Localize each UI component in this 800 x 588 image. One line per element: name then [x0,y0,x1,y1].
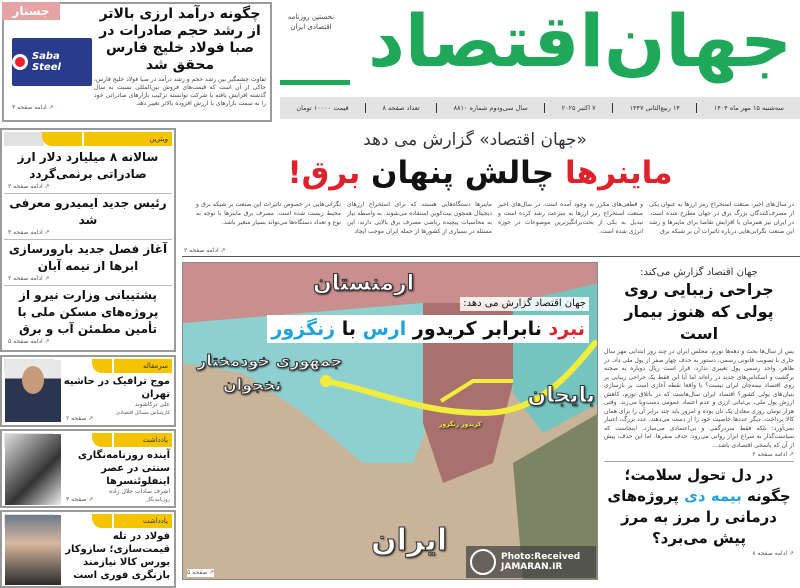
issue-number: سال سی‌ودوم شماره ۸۸۱۰ [453,104,528,112]
watermark [466,546,596,578]
author-name: اشرف سادات جلال زاده [109,488,170,495]
vitrin-list [4,148,172,348]
tagline-line: نخستین روزنامه [287,13,335,21]
author-photo [5,434,61,505]
map-headline[interactable] [267,315,589,343]
author-role: کارشناس مسائل اقتصادی [116,410,170,416]
opinion-text [60,530,170,582]
label-nakhchivan: جمهوری خودمختار [197,351,343,370]
continued-link[interactable]: ↗ ادامه صفحه ۳ [4,229,172,237]
main-kicker: «جهان اقتصاد» گزارش می دهد [363,130,587,150]
header-bar [92,514,112,528]
headline-part: ارس [362,318,407,340]
opinion-label: یادداشت [114,514,172,528]
logo-text: Saba Steel [31,51,61,73]
author-role: روزنامه‌نگار [146,497,170,503]
headline-part: بیمه دی [684,487,742,505]
price: قیمت ۱۰۰۰۰ تومان [296,104,349,112]
date-hijri: ۱۴ ربیع‌الثانی ۱۴۴۷ [629,104,680,112]
header-bar [42,132,82,146]
opinion-text [60,375,170,417]
vitrin-item[interactable]: پشتیبانی وزارت نیرو از پروژه‌های مسکن ملی با تأمین مطمئن آب و برق [17,288,159,336]
divider [612,103,613,113]
continued-link[interactable]: ↗ ادامه صفحه ۵ [4,338,172,346]
logo-mark-icon [12,54,28,70]
main-column: نگرانی‌هایی در خصوص تاثیرات این صنعت بر شبکه برق و محیط زیست شده است. مصرف برق ماینرها با توجه به نوع و تعداد دستگاه‌ها می‌تواند بسیار متغیر باشد. [196,201,341,226]
main-column: ماینرها دستگاه‌هایی هستند که برای استخراج ارزهای دیجیتال همچون بیت‌کوین استفاده می‌شوند. به واسطه نیاز به محاسبات پیچیده ریاضی مصرف برق بالایی دارند. این مسئله در بسیاری از کشورها از جمله ایران موجب ایجاد [347,201,492,235]
divider [604,461,794,462]
vitrin-item[interactable]: آغاز فصل جدید بارورسازی ابرها از نیمه آبان [8,242,168,273]
route-endpoint [320,375,332,387]
watermark-line: JAMARAN.IR [501,562,563,572]
opinion-title: فولاد در تله قیمت‌سازی؛ سازوکار بورس کالا نیازمند بازنگری فوری است [65,531,170,581]
health-continued[interactable]: ↗ ادامه صفحه ۸ [604,550,794,558]
continued-link[interactable]: ↗ ادامه صفحه ۲ [4,275,172,283]
page-count: تعداد صفحه ۸ [382,104,420,112]
continued-link[interactable]: ↗ صفحه ۳ [66,496,93,504]
vitrin-box [0,128,176,352]
main-headline[interactable] [250,152,710,194]
map-kicker: جهان اقتصاد گزارش می دهد: [460,297,589,311]
label-corridor: کریدور زنگزور [439,421,482,428]
vitrin-entry [4,240,172,286]
section-tag: جستار [2,2,60,20]
right-column [604,266,794,558]
vitrin-entry [4,148,172,194]
header-bar [92,433,112,447]
teaser-continued[interactable]: ↗ ادامه صفحه ۳ [12,104,54,112]
date-persian: سه‌شنبه ۱۵ مهر ماه ۱۴۰۴ [713,104,784,112]
opinion-box[interactable] [0,429,176,508]
divider [365,103,366,113]
vitrin-item[interactable]: سالانه ۸ میلیارد دلار ارز صادراتی برنمی‌گردد [17,150,159,181]
opinion-title: آینده روزنامه‌نگاری سنتی در عصر اینفلوئنسرها [77,450,170,487]
health-headline[interactable] [604,465,794,549]
headline-part: زنگزور [271,318,336,340]
right-continued[interactable]: ↗ ادامه صفحه ۲ [604,451,794,459]
map-image[interactable] [182,262,598,580]
right-body: پس از سال‌ها بحث و دهه‌ها تورم، مجلس ایران در چند روز ابتدایی مهر سال جاری با تصویب قانونی رسمی، دستور به حذف چهار صفر از پول ملی داد. در ظاهر، واحد رسمی پول تغییری ندارد، قرار است ریال دوباره به صحنه برگشت و اسکناس‌های جدید در راه‌اند اما آیا این فقط یک جراحی زیبایی بر روی اقتصاد نیمه‌جان ایران نیست؟ یا واقعا نقطه آغازی است بر بازسازی بنیان‌های پولی کشور؟ اقتصاد ایران سال‌هاست که در باتلاق تورم، کاهش ارزش پول ملی، بی‌ثباتی ارزی و عدم اعتماد عمومی دست‌وپا می‌زند. وقتی هزار تومان روزی معادل یک نان بوده و امروز باید چند برابر آن را برای همان کالا پرداخت، دیگر عددها خاصیت خود را از دست می‌دهند. عدد بزرگ، اعتبار نمی‌آورد؛ بلکه فقط سردرگمی و بی‌اعتمادی می‌سازد. اینجاست که سیاست‌گذار به سراغ ابزار روانی می‌رود: حذف صفرها. اما این حذف، پیش از آن که پاسخی اقتصادی باشد... [604,348,794,449]
opinion-label: یادداشت [114,433,172,447]
header-bar [92,359,112,373]
map-continued[interactable]: ↗ صفحه ۵ [187,569,214,577]
opinion-box[interactable] [0,355,176,427]
author-photo [5,515,61,585]
date-gregorian: ۷ اکتبر ۲۰۲۵ [561,104,596,112]
headline-part: چالش پنهان [360,155,565,191]
continued-link[interactable]: ↗ ادامه صفحه ۲ [4,183,172,191]
continued-link[interactable]: ↗ صفحه ۲ [66,415,93,423]
main-column: و قطعی‌های مکرر به وجود آمده است. در سال‌های اخیر صنعت استخراج رمز ارزها به سرعت رشد کرده است و تبدیل به یکی از بحث‌برانگیزترین موضوعات در حوزه انرژی شده است. [498,201,643,235]
divider [436,103,437,113]
main-column: در سال‌های اخیر، صنعت استخراج رمز ارزها به عنوان یکی از مصرف‌کنندگان بزرگ برق در جهان مطرح شده است. در ایران نیز همزمان با افزایش تقاضا برای ماینرها و رشد این صنعت نگرانی‌هایی درباره تاثیرات آن بر شبکه برق [649,201,794,235]
newspaper-logo: جهان‌اقتصاد [367,0,792,83]
teaser-headline[interactable]: چگونه درآمد ارزی بالاتر از رشد حجم صادرات در صبا فولاد خلیج فارس محقق شد [99,6,261,73]
label-nakhchivan: نخجوان [223,375,282,394]
label-azerbaijan: بایجان [527,383,595,408]
main-continued[interactable]: ↗ ادامه صفحه ۲ [184,247,226,255]
vitrin-item[interactable]: رئیس جدید ایمیدرو معرفی شد [9,196,167,227]
teaser-body: تفاوت چشمگیر بین رشد حجم و رشد درآمد در صبا فولاد خلیج فارس، حاکی از آن است که قیمت‌های فروش بین‌المللی نسبت به سال گذشته افزایش یافته یا شرکت توانسته ترکیب بازارهای صادراتی خود را به سمت بازارهای با ارزش افزوده بالاتر تغییر دهد. [94,76,266,107]
headline-part: با [335,318,363,340]
masthead-rule [280,80,350,85]
right-kicker: جهان اقتصاد گزارش می‌کند: [640,267,758,278]
vitrin-label: ویترین [84,132,172,146]
author-name: علی ترکاشوند [134,401,170,408]
headline-part: نابرابر کریدور [406,318,549,340]
label-iran: ایران [371,523,448,558]
divider [182,256,800,257]
masthead-tagline [280,12,342,32]
date-bar [280,97,800,119]
right-headline[interactable]: جراحی زیبایی روی پولی که هنوز بیمار است [624,280,774,343]
divider [544,103,545,113]
vitrin-entry [4,286,172,348]
headline-part: نبرد [548,318,585,340]
headline-part: برق! [287,155,361,191]
teaser-text [94,6,266,108]
opinion-label: سرمقاله [114,359,172,373]
masthead [280,2,800,90]
headline-part: پروژه‌های درمانی را مرز به مرز پیش می‌برد؟ [607,487,777,547]
teaser-box[interactable] [2,2,272,122]
label-armenia: ارمنستان [313,271,415,296]
face [22,366,44,394]
opinion-box[interactable] [0,510,176,588]
saba-steel-logo [12,38,92,86]
opinion-title: موج ترافیک در حاشیه تهران [63,376,170,400]
divider [696,103,697,113]
headline-part: در دل تحول سلامت؛ چگونه [624,466,791,505]
vitrin-entry [4,194,172,240]
tagline-line: اقتصادی ایران [290,23,332,31]
jamaran-logo [470,549,496,575]
author-photo [5,360,61,422]
header-bar [4,132,44,146]
headline-part: ماینرها [564,155,673,191]
watermark-line: Photo:Received [501,552,581,562]
